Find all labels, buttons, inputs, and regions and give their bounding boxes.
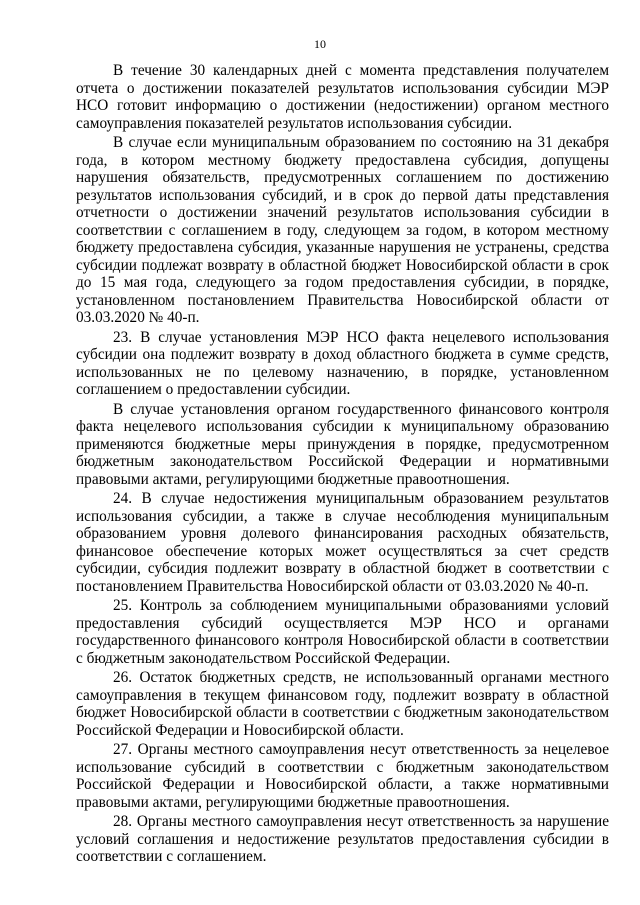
paragraph: 25. Контроль за соблюдением муниципальными образованиями условий предоставления субсидий осуществляется МЭР НСО и органами государственного финансового контроля Новосибирской области в соответствии с бюджетным законодательством Российской Федерации. <box>76 597 609 667</box>
paragraph: 24. В случае недостижения муниципальным образованием результатов использования субсидии, а также в случае несоблюдения муниципальным образованием уровня долевого финансирования расходных обязательств, финансовое обеспечение которых может осуществляться за счет средств субсидии, субсидия подлежит возврату в областной бюджет в соответствии с постановлением Правительства Новосибирской области от 03.03.2020 № 40-п. <box>76 490 609 595</box>
paragraph: В случае установления органом государственного финансового контроля факта нецелевого использования субсидии к муниципальному образованию применяются бюджетные меры принуждения в порядке, предусмотренном бюджетным законодательством Российской Федерации и нормативными правовыми актами, регулирующими бюджетные правоотношения. <box>76 400 609 488</box>
paragraph: 27. Органы местного самоуправления несут ответственность за нецелевое использование субсидий в соответствии с бюджетным законодательством Российской Федерации и Новосибирской области, а также нормативными правовыми актами, регулирующими бюджетные правоотношения. <box>76 741 609 811</box>
document-body <box>76 62 609 868</box>
paragraph: 23. В случае установления МЭР НСО факта нецелевого использования субсидии она подлежит возврату в доход областного бюджета в сумме средств, использованных не по целевому назначению, в порядке, установленном соглашением о предоставлении субсидии. <box>76 328 609 398</box>
page-number: 10 <box>314 37 326 51</box>
paragraph: 28. Органы местного самоуправления несут ответственность за нарушение условий соглашения и недостижение результатов предоставления субсидии в соответствии с соглашением. <box>76 813 609 865</box>
paragraph: В течение 30 календарных дней с момента представления получателем отчета о достижении показателей результатов использования субсидии МЭР НСО готовит информацию о достижении (недостижении) органом местного самоуправления показателей результатов использования субсидии. <box>76 62 609 132</box>
paragraph: 26. Остаток бюджетных средств, не использованный органами местного самоуправления в текущем финансовом году, подлежит возврату в областной бюджет Новосибирской области в соответствии с бюджетным законодательством Российской Федерации и Новосибирской области. <box>76 669 609 739</box>
paragraph: В случае если муниципальным образованием по состоянию на 31 декабря года, в котором местному бюджету предоставлена субсидия, допущены нарушения обязательств, предусмотренных соглашением по достижению результатов использования субсидий, и в срок до первой даты представления отчетности о достижении значений результатов использования субсидии в соответствии с соглашением в году, следующем за годом, в котором местному бюджету предоставлена субсидия, указанные нарушения не устранены, средства субсидии подлежат возврату в областной бюджет Новосибирской области в срок до 15 мая года, следующего за годом предоставления субсидии, в порядке, установленном постановлением Правительства Новосибирской области от 03.03.2020 № 40-п. <box>76 134 609 326</box>
